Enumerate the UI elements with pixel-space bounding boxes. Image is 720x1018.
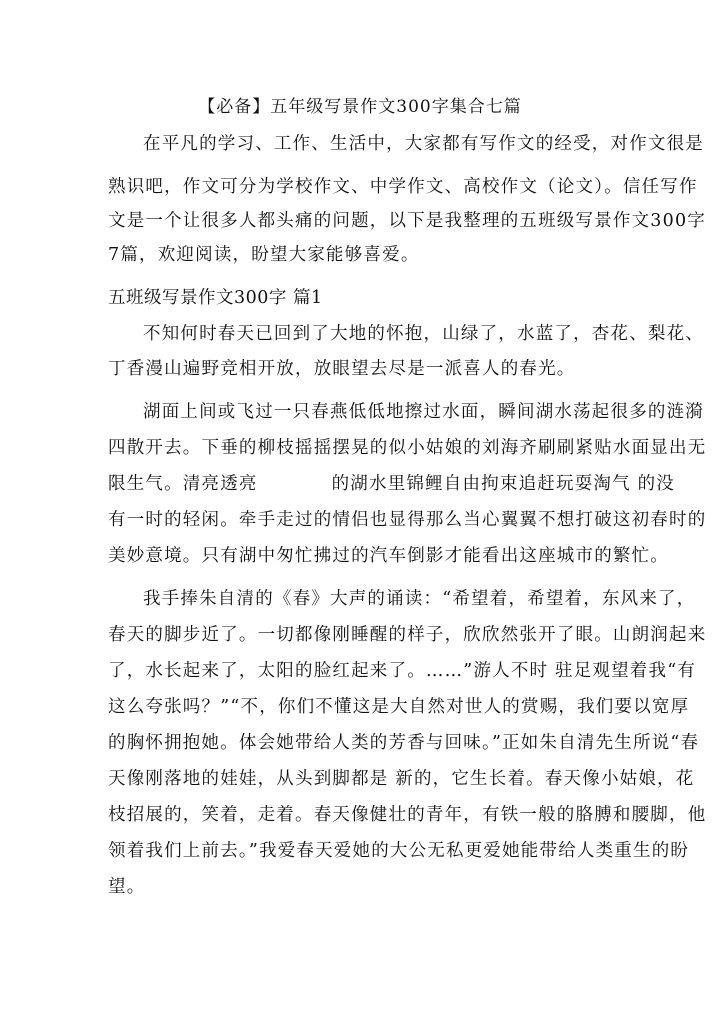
intro-line: 文是一个让很多人都头痛的问题，以下是我整理的五班级写景作文300字	[108, 211, 706, 231]
paragraph3-line: 了，水长起来了，太阳的脸红起来了。……”游人不时 驻足观望着我“有	[108, 661, 697, 681]
paragraph2-line: 湖面上间或飞过一只春燕低低地擦过水面，瞬间湖水荡起很多的涟漪	[143, 402, 704, 422]
paragraph3-line: 这么夸张吗？”“不，你们不懂这是大自然对世人的赏赐，我们要以宽厚	[108, 697, 690, 717]
paragraph2-line3-start: 限生气。清亮透亮	[108, 474, 258, 494]
intro-line: 在平凡的学习、工作、生活中，大家都有写作文的经受，对作文很是	[143, 134, 704, 154]
section-heading: 五班级写景作文300字 篇1	[108, 288, 323, 308]
paragraph2-line: 有一时的轻闲。牵手走过的情侣也显得那么当心翼翼不想打破这初春时的	[108, 510, 707, 530]
paragraph3-line: 我手捧朱自清的《春》大声的诵读：“希望着，希望着，东风来了，	[143, 589, 696, 609]
intro-line: 7篇，欢迎阅读，盼望大家能够喜爱。	[108, 245, 420, 265]
paragraph3-line: 的胸怀拥抱她。体会她带给人类的芳香与回味。”正如朱自清先生所说“春	[108, 733, 700, 753]
paragraph3-line: 天像刚落地的娃娃，从头到脚都是 新的，它生长着。春天像小姑娘，花	[108, 769, 695, 789]
paragraph3-line: 领着我们上前去。”我爱春天爱她的大公无私更爱她能带给人类重生的盼	[108, 841, 690, 861]
paragraph2-line	[108, 472, 675, 496]
paragraph1-line: 丁香漫山遍野竞相开放，放眼望去尽是一派喜人的春光。	[108, 359, 576, 379]
document-title: 【必备】五年级写景作文300字集合七篇	[198, 97, 522, 117]
paragraph3-line: 望。	[108, 877, 146, 897]
intro-line: 熟识吧，作文可分为学校作文、中学作文、高校作文（论文）。信任写作	[108, 177, 698, 197]
paragraph3-line: 春天的脚步近了。一切都像刚睡醒的样子，欣欣然张开了眼。山朗润起来	[108, 625, 707, 645]
paragraph2-line3-end: 的湖水里锦鲤自由拘束追赶玩耍淘气 的没	[331, 474, 675, 494]
paragraph3-line: 枝招展的，笑着，走着。春天像健壮的青年，有铁一般的胳膊和腰脚，他	[108, 805, 707, 825]
paragraph2-line: 美妙意境。只有湖中匆忙拂过的汽车倒影才能看出这座城市的繁忙。	[108, 546, 669, 566]
paragraph1-line: 不知何时春天已回到了大地的怀抱，山绿了，水蓝了，杏花、梨花、	[143, 324, 704, 344]
paragraph2-line: 四散开去。下垂的柳枝摇摇摆晃的似小姑娘的刘海齐刷刷紧贴水面显出无	[108, 438, 707, 458]
